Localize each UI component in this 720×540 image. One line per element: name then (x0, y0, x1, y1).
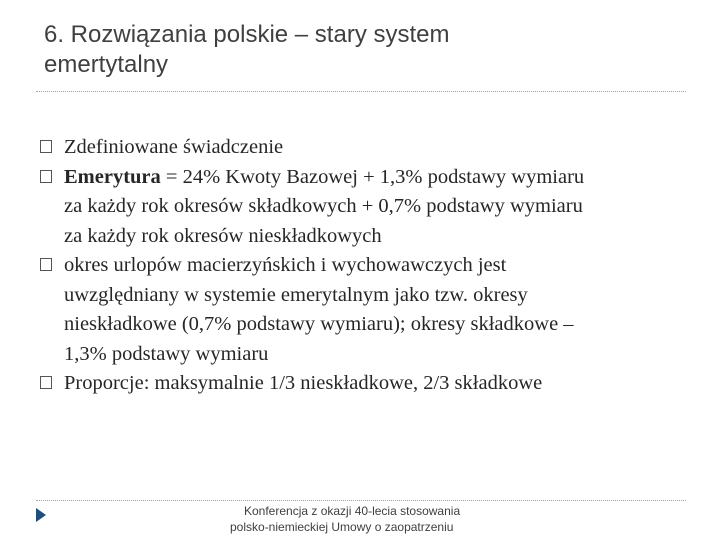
triangle-right-icon[interactable] (36, 508, 46, 522)
slide-title-line-1: 6. Rozwiązania polskie – stary system (44, 21, 450, 48)
title-divider (36, 91, 686, 92)
bullet-box-icon (40, 258, 52, 271)
bullet-3-line-1: okres urlopów macierzyńskich i wychowawczych jest (64, 254, 507, 276)
bullet-box-icon (40, 170, 52, 183)
slide-footer (230, 503, 510, 535)
bullet-list (40, 133, 700, 399)
footer-line-1: Konferencja z okazji 40-lecia stosowania (244, 504, 461, 518)
bullet-item-proportions (40, 369, 700, 399)
bullet-box-icon (40, 376, 52, 389)
bullet-2-line-3: za każdy rok okresów nieskładkowych (64, 224, 382, 247)
footer-line-2: polsko-niemieckiej Umowy o zaopatrzeniu (230, 520, 454, 534)
bullet-2-line-1 (64, 163, 700, 193)
slide-title (44, 20, 664, 80)
bullet-3-line-2: uwzględniany w systemie emerytalnym jako tzw. okresy (64, 283, 528, 306)
bullet-3-line-3: nieskładkowe (0,7% podstawy wymiaru); okresy składkowe – (64, 313, 574, 335)
bullet-box-icon (40, 140, 52, 153)
bullet-2-bold-lead: Emerytura (64, 165, 161, 188)
bullet-3-line-4: 1,3% podstawy wymiaru (64, 342, 269, 365)
bullet-item-maternity-leave (40, 251, 700, 369)
bullet-item-pension-formula (40, 163, 700, 252)
slide-title-line-2: emertytalny (44, 51, 169, 78)
footer-divider (36, 500, 686, 501)
bullet-item-defined-benefit (40, 133, 700, 163)
bullet-2-line-2: za każdy rok okresów składkowych + 0,7% podstawy wymiaru (64, 195, 583, 217)
bullet-1-line-1: Zdefiniowane świadczenie (64, 136, 284, 158)
bullet-4-line-1: Proporcje: maksymalnie 1/3 nieskładkowe, 2/3 składkowe (64, 372, 543, 394)
bullet-2-line-1-rest: = 24% Kwoty Bazowej + 1,3% podstawy wymiaru (160, 165, 585, 188)
